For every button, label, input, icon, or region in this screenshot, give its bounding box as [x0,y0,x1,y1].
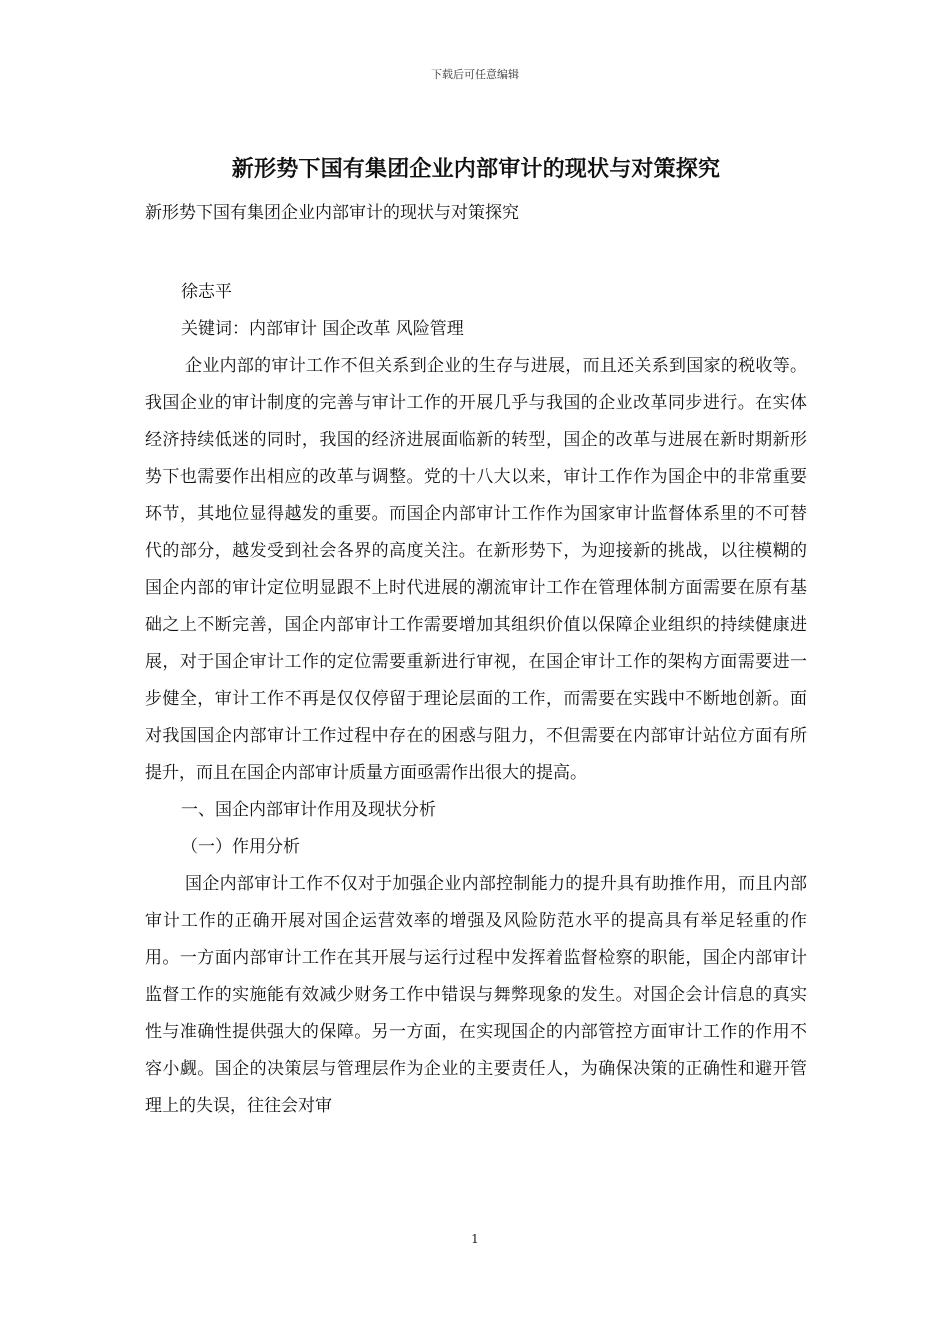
document-subtitle: 新形势下国有集团企业内部审计的现状与对策探究 [145,203,519,223]
section-heading: 一、国企内部审计作用及现状分析 [181,800,436,820]
document-title: 新形势下国有集团企业内部审计的现状与对策探究 [231,156,721,182]
intro-paragraph: 企业内部的审计工作不但关系到企业的生存与进展，而且还关系到国家的税收等。我国企业的审计制度的完善与审计工作的开展几乎与我国的企业改革同步进行。在实体经济持续低迷的同时，我国的经济进展面临新的转型，国企的改革与进展在新时期新形势下也需要作出相应的改革与调整。党的十八大以来，审计工作作为国企中的非常重要环节，其地位显得越发的重要。而国企内部审计工作作为国家审计监督体系里的不可替代的部分，越发受到社会各界的高度关注。在新形势下，为迎接新的挑战，以往模糊的国企内部的审计定位明显跟不上时代进展的潮流审计工作在管理体制方面需要在原有基础之上不断完善，国企内部审计工作需要增加其组织价值以保障企业组织的持续健康进展，对于国企审计工作的定位需要重新进行审视，在国企审计工作的架构方面需要进一步健全，审计工作不再是仅仅停留于理论层面的工作，而需要在实践中不断地创新。面对我国国企内部审计工作过程中存在的困惑与阻力，不但需要在内部审计站位方面有所提升，而且在国企内部审计质量方面亟需作出很大的提高。 [145,356,807,783]
keywords-line: 关键词：内部审计 国企改革 风险管理 [181,319,464,339]
author-name: 徐志平 [181,282,232,302]
document-body [145,152,807,1125]
page-header: 下载后可任意编辑 [431,68,519,81]
section-paragraph: 国企内部审计工作不仅对于加强企业内部控制能力的提升具有助推作用，而且内部审计工作的正确开展对国企运营效率的增强及风险防范水平的提高具有举足轻重的作用。一方面内部审计工作在其开展与运行过程中发挥着监督检察的职能，国企内部审计监督工作的实施能有效减少财务工作中错误与舞弊现象的发生。对国企会计信息的真实性与准确性提供强大的保障。另一方面，在实现国企的内部管控方面审计工作的作用不容小觑。国企的决策层与管理层作为企业的主要责任人，为确保决策的正确性和避开管理上的失误，往往会对审 [145,874,807,1116]
subsection-heading: （一）作用分析 [181,837,300,857]
page-number: 1 [471,1232,479,1246]
